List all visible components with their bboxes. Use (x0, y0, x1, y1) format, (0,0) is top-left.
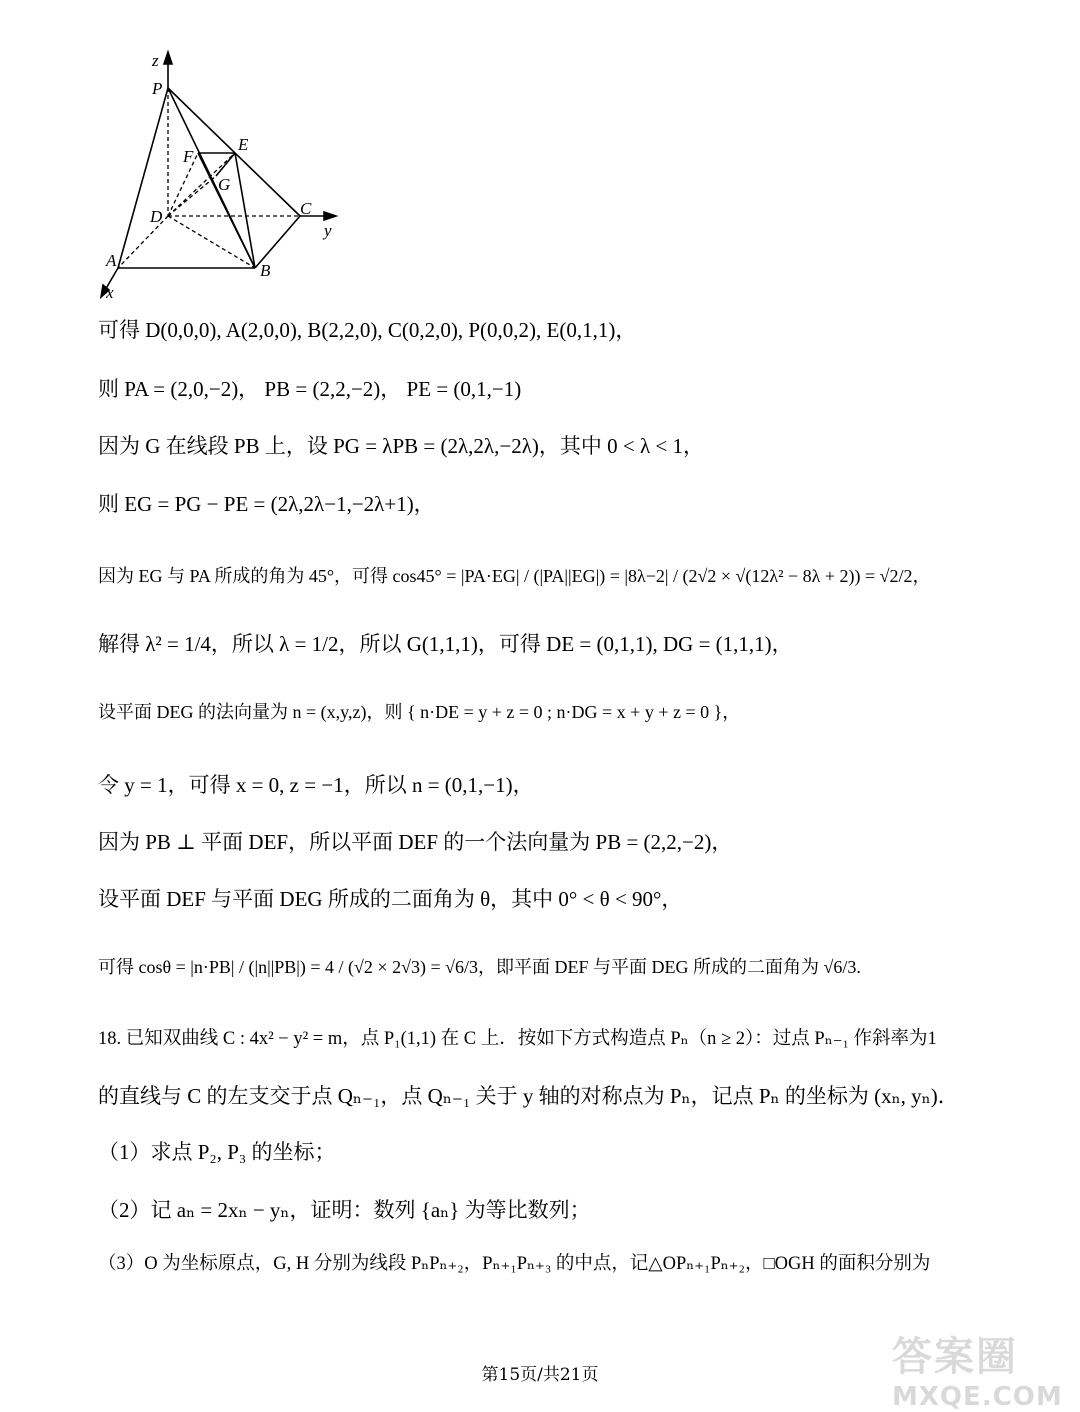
label-F: F (183, 147, 194, 166)
problem-18-line-2: 的直线与 C 的左支交于点 Qₙ₋₁，点 Qₙ₋₁ 关于 y 轴的对称点为 Pₙ，记点 Pₙ 的坐标为 (xₙ, yₙ)． (98, 1084, 959, 1108)
text-line-8: 令 y = 1，可得 x = 0, z = −1，所以 n = (0,1,−1)， (98, 773, 534, 797)
label-y: y (324, 221, 332, 240)
label-A: A (106, 251, 117, 270)
text-line-1: 可得 D(0,0,0), A(2,0,0), B(2,2,0), C(0,2,0), P(0,0,2), E(0,1,1)， (98, 318, 637, 342)
problem-18-part-1: （1）求点 P₂, P₃ 的坐标； (98, 1140, 336, 1164)
label-P: P (152, 79, 163, 98)
problem-18-part-2: （2）记 aₙ = 2xₙ − yₙ，证明：数列 {aₙ} 为等比数列； (98, 1198, 591, 1222)
text-line-11: 可得 cosθ = |n·PB| / (|n||PB|) = 4 / (√2 × 2√3) = √6/3，即平面 DEF 与平面 DEG 所成的二面角为 √6/3. (98, 957, 861, 977)
problem-18-part-3: （3）O 为坐标原点，G, H 分别为线段 PₙPₙ₊₂，Pₙ₊₁Pₙ₊₃ 的中点，记△OPₙ₊₁Pₙ₊₂，□OGH 的面积分别为 (98, 1254, 931, 1274)
problem-18-line-1: 18. 已知双曲线 C : 4x² − y² = m，点 P₁(1,1) 在 C 上．按如下方式构造点 Pₙ（n ≥ 2）：过点 Pₙ₋₁ 作斜率为1 (98, 1029, 937, 1049)
text-line-6: 解得 λ² = 1/4，所以 λ = 1/2，所以 G(1,1,1)，可得 DE = (0,1,1), DG = (1,1,1)， (98, 632, 793, 656)
text-line-10: 设平面 DEF 与平面 DEG 所成的二面角为 θ，其中 0° < θ < 90°， (98, 887, 683, 911)
text-line-3: 因为 G 在线段 PB 上，设 PG = λPB = (2λ,2λ,−2λ)，其中 0 < λ < 1， (98, 434, 704, 458)
text-line-4: 则 EG = PG − PE = (2λ,2λ−1,−2λ+1)， (98, 492, 435, 516)
pyramid-figure (90, 40, 350, 300)
label-z: z (152, 51, 159, 70)
label-C: C (300, 199, 312, 218)
watermark-logo: 答案圈 MXQE.COM (892, 1334, 1063, 1412)
label-G: G (218, 175, 231, 194)
text-line-2: 则 PA = (2,0,−2)， PB = (2,2,−2)， PE = (0,1,−1) (98, 377, 522, 401)
text-line-7: 设平面 DEG 的法向量为 n = (x,y,z)，则 { n·DE = y + z = 0 ; n·DG = x + y + z = 0 }， (98, 702, 741, 722)
page-footer: 第15页/共21页 (481, 1365, 599, 1385)
label-x: x (106, 283, 114, 300)
label-B: B (260, 261, 271, 280)
label-E: E (238, 135, 249, 154)
text-line-5: 因为 EG 与 PA 所成的角为 45°，可得 cos45° = |PA·EG| / (|PA||EG|) = |8λ−2| / (2√2 × √(12λ² − 8λ + 2)) = √2/2， (98, 566, 931, 586)
label-D: D (150, 207, 163, 226)
text-line-9: 因为 PB ⊥ 平面 DEF，所以平面 DEF 的一个法向量为 PB = (2,2,−2)， (98, 830, 733, 854)
